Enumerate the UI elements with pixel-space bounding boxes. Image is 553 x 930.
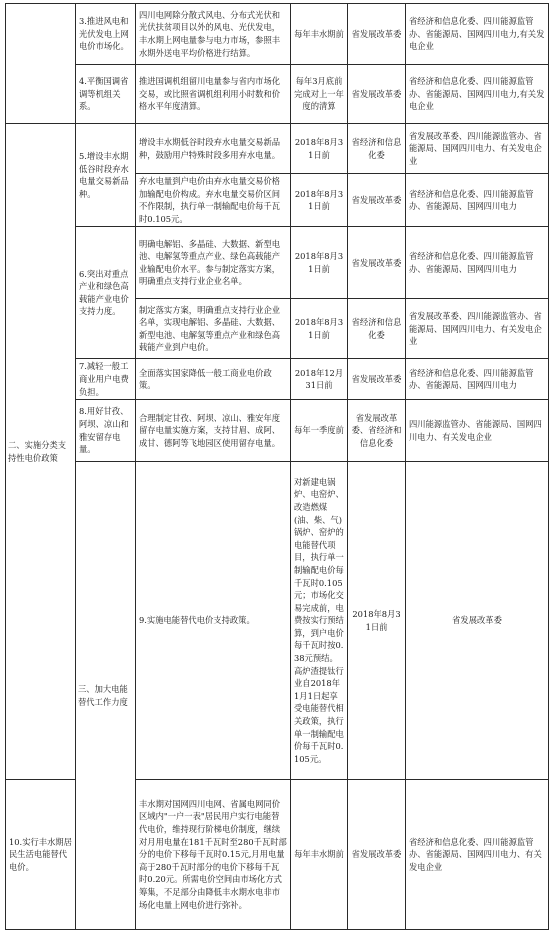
table-row — [6, 359, 549, 400]
measure-cell: 合理制定甘孜、阿坝、凉山、雅安年度留存电量实施方案，支持甘眉、成阿、成甘、德阿等飞地园区使用留存电量。 — [136, 400, 291, 462]
deadline-cell: 每年3月底前完成对上一年度的清算 — [291, 65, 348, 124]
item-cell: 7.减轻一般工商业用户电费负担。 — [76, 359, 136, 400]
category-cell: 三、加大电能替代工作力度 — [76, 462, 136, 930]
table-row — [6, 124, 549, 174]
item-cell: 6.突出对重点产业和绿色高载能产业电价支持力度。 — [76, 227, 136, 359]
deadline-cell: 每年丰水期前 — [291, 780, 348, 930]
measure-cell: 全面落实国家降低一般工商业电价政策。 — [136, 359, 291, 400]
partners-cell: 省经济和信息化委、四川能源监管办、省能源局、国网四川电力,有关发电企业 — [406, 4, 549, 65]
partners-cell: 省经济和信息化委、四川能源监管办、省能源局、国网四川电力 — [406, 174, 549, 227]
measure-cell: 推进国调机组留川电量参与省内市场化交易，或比照省调机组利用小时数和价格水平年度清算。 — [136, 65, 291, 124]
deadline-cell: 2018年8月31日前 — [291, 299, 348, 359]
partners-cell: 省经济和信息化委、四川能源监管办、省能源局、国网四川电力,有关发电企业 — [406, 65, 549, 124]
deadline-cell: 2018年8月31日前 — [291, 174, 348, 227]
item-cell: 10.实行丰水期居民生活电能替代电价。 — [6, 780, 76, 930]
category-cell: 二、实施分类支持性电价政策 — [6, 124, 76, 780]
measure-cell: 四川电网除分散式风电、分布式光伏和光伏扶贫项目以外的风电、光伏发电，丰水期上网电量参与电力市场，参照丰水期外送电平均价格进行结算。 — [136, 4, 291, 65]
item-cell: 5.增设丰水期低谷时段弃水电量交易新品种。 — [76, 124, 136, 227]
partners-cell: 省发展改革委、四川能源监管办、省能源局、国网四川电力、有关发电企业 — [406, 124, 549, 174]
lead-dept-cell: 省发展改革委 — [348, 780, 406, 930]
item-cell: 4.平衡国调省调等机组关系。 — [76, 65, 136, 124]
measure-cell: 明确电解铝、多晶硅、大数据、新型电池、电解氢等重点产业、绿色高载能产业输配电价水平。参与制定落实方案，明确重点支持行业企业名单。 — [136, 227, 291, 299]
measure-cell: 对新建电锅炉、电窑炉、改造燃煤(油、柴、气)锅炉、窑炉的电能替代项目，执行单一制输配电价每千瓦时0.105元；市场化交易完成前，电费按实行预结算，到户电价每千瓦时按0.38元预结。高炉渣提钛行业自2018年1月1日起享受电能替代相关政策，执行单一制输配电价每千瓦时0.105元。 — [291, 462, 348, 780]
table-row — [6, 65, 549, 124]
item-cell: 9.实施电能替代电价支持政策。 — [136, 462, 291, 780]
table-row — [6, 227, 549, 299]
deadline-cell: 2018年12月31日前 — [291, 359, 348, 400]
deadline-cell: 2018年8月31日前 — [291, 227, 348, 299]
lead-dept-cell: 省发展改革委、省经济和信息化委 — [348, 400, 406, 462]
partners-cell: 四川能源监管办、省能源局、国网四川电力、有关发电企业 — [406, 400, 549, 462]
item-cell: 3.推进风电和光伏发电上网电价市场化。 — [76, 4, 136, 65]
partners-cell: 省经济和信息化委、四川能源监管办、省能源局、国网四川电力、有关发电企业 — [406, 780, 549, 930]
lead-dept-cell: 省发展改革委 — [348, 4, 406, 65]
item-cell: 8.用好甘孜、阿坝、凉山和雅安留存电量。 — [76, 400, 136, 462]
partners-cell: 省经济和信息化委、四川能源监管办、省能源局、国网四川电力 — [406, 359, 549, 400]
lead-dept-cell: 省发展改革委 — [406, 462, 549, 780]
deadline-cell: 每年丰水期前 — [291, 4, 348, 65]
policy-table — [5, 3, 549, 930]
lead-dept-cell: 省发展改革委 — [348, 174, 406, 227]
lead-dept-cell: 省发展改革委 — [348, 359, 406, 400]
partners-cell: 省经济和信息化委、四川能源监管办、省能源局、国网四川电力 — [406, 227, 549, 299]
lead-dept-cell: 省发展改革委 — [348, 65, 406, 124]
partners-cell: 省发展改革委、四川能源监管办、省能源局、国网四川电力、有关发电企业 — [406, 299, 549, 359]
lead-dept-cell: 省经济和信息化委 — [348, 124, 406, 174]
table-row — [6, 462, 549, 780]
measure-cell: 制定落实方案，明确重点支持行业企业名单，实现电解铝、多晶硅、大数据、新型电池、电解氢等重点产业和绿色高载能产业到户电价。 — [136, 299, 291, 359]
category-cell-continued — [6, 4, 76, 124]
lead-dept-cell: 省发展改革委 — [348, 227, 406, 299]
table-row — [6, 4, 549, 65]
measure-cell: 弃水电量到户电价由弃水电量交易价格加输配电价构成。弃水电量交易价区间不作限制，执行单一制输配电价每千瓦时0.105元。 — [136, 174, 291, 227]
table-row — [6, 400, 549, 462]
measure-cell: 丰水期对国网四川电网、省属电网同价区域内"一户一表"居民用户实行电能替代电价，维持现行阶梯电价制度，继续对月用电量在181千瓦时至280千瓦时部分的电价下移每千瓦时0.15元,月用电量高于280千瓦时部分的电价下移每千瓦时0.20元。所需电价空间由市场化方式筹集，不足部分由降低丰水期水电非市场化电量上网电价进行弥补。 — [136, 780, 291, 930]
lead-dept-cell: 省经济和信息化委 — [348, 299, 406, 359]
deadline-cell: 2018年8月31日前 — [291, 124, 348, 174]
measure-cell: 增设丰水期低谷时段弃水电量交易新品种，鼓励用户特殊时段多用弃水电量。 — [136, 124, 291, 174]
deadline-cell: 2018年8月31日前 — [348, 462, 406, 780]
deadline-cell: 每年一季度前 — [291, 400, 348, 462]
